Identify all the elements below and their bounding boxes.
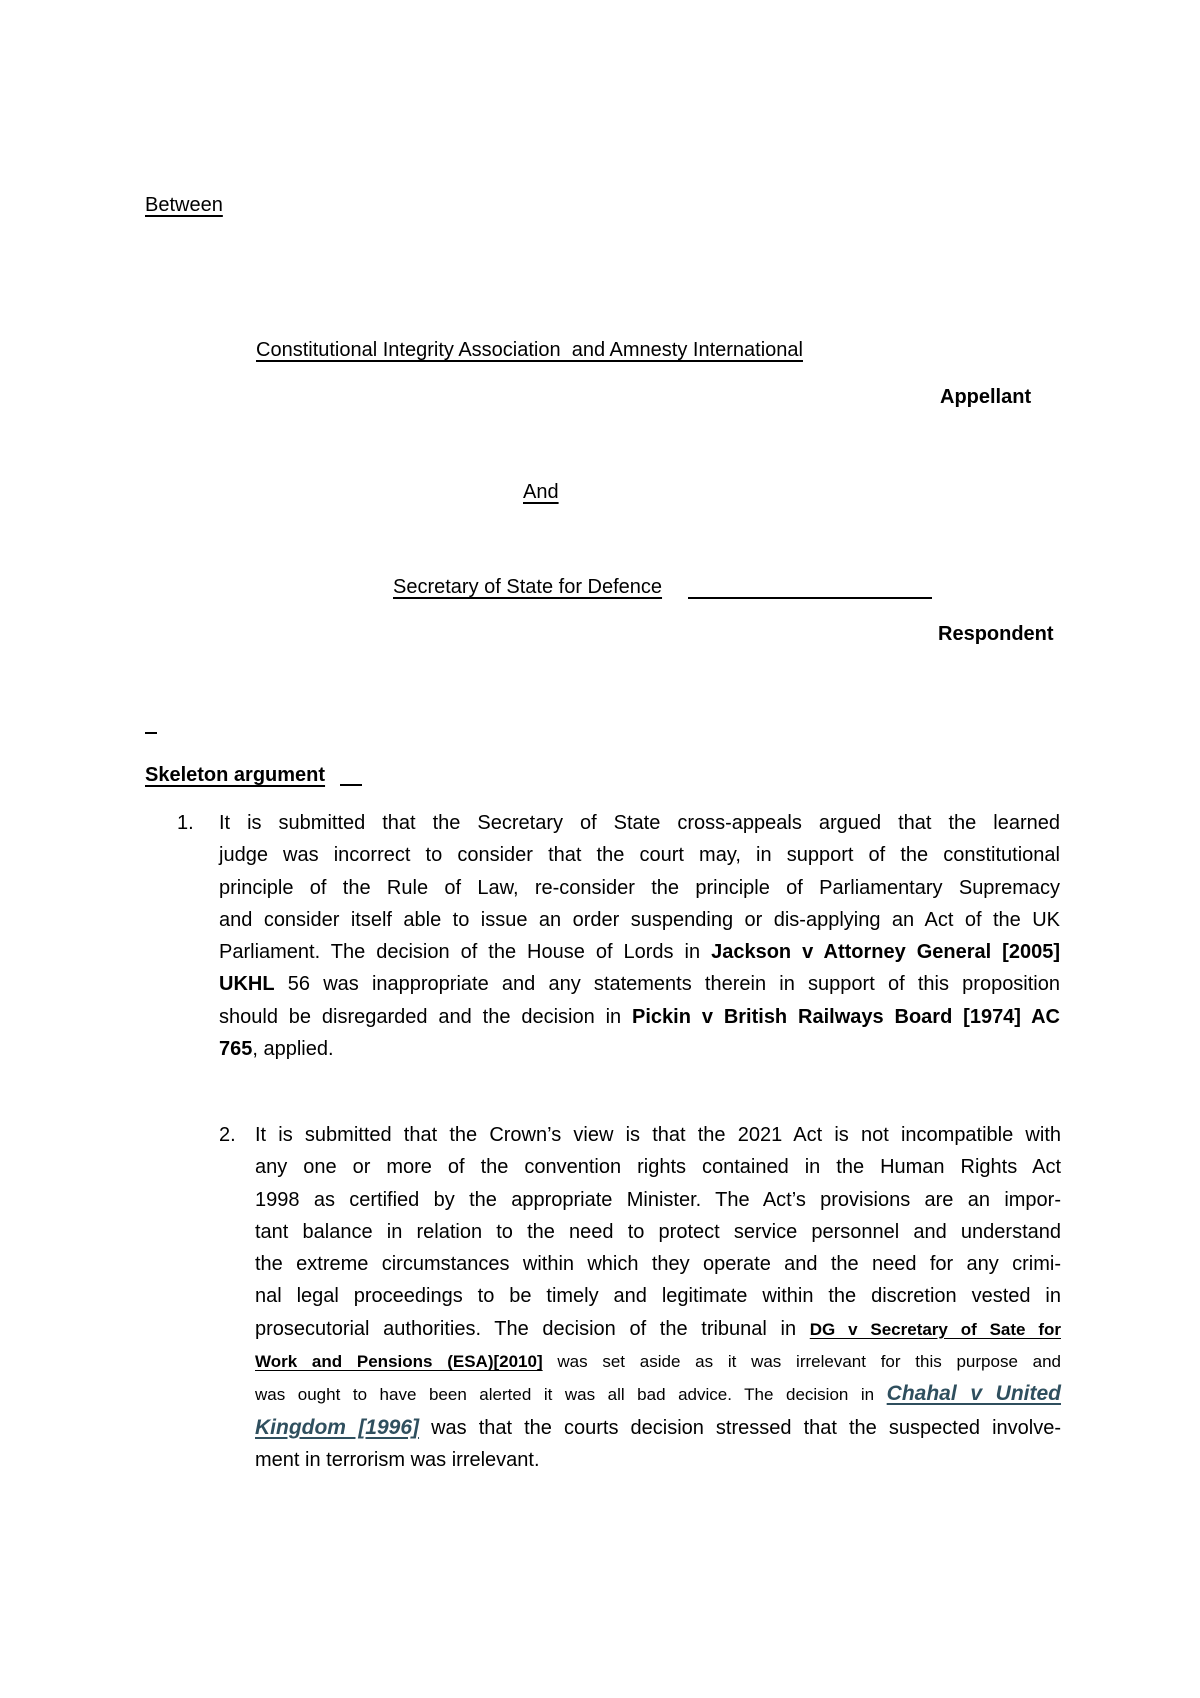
respondent-name: Secretary of State for Defence bbox=[393, 576, 663, 598]
paragraph-1-line: principle of the Rule of Law, re-consider the principle of Parliamentary Supremacy bbox=[219, 876, 1060, 899]
between-heading: Between bbox=[145, 194, 223, 216]
paragraph-2-text: was set aside as it was irrelevant for this purpose and bbox=[542, 1352, 1061, 1372]
paragraph-1-line bbox=[219, 968, 1060, 1000]
paragraph-2-line: any one or more of the convention rights contained in the Human Rights Act bbox=[255, 1156, 1061, 1179]
respondent-label: Respondent bbox=[938, 623, 1054, 645]
and-separator: And bbox=[523, 481, 559, 503]
paragraph-2 bbox=[255, 1119, 1061, 1476]
case-citation-jackson: Jackson v Attorney General [2005] bbox=[711, 941, 1060, 964]
paragraph-2-line: It is submitted that the Crown’s view is that the 2021 Act is not incompatible with bbox=[255, 1124, 1061, 1146]
case-citation-dg-cont: Work and Pensions (ESA)[2010] bbox=[255, 1352, 543, 1372]
case-citation-dg: DG v Secretary of Sate for bbox=[809, 1319, 1061, 1339]
paragraph-2-line bbox=[255, 1378, 1061, 1411]
paragraph-2-line: ment in terrorism was irrelevant. bbox=[255, 1448, 540, 1471]
paragraph-1 bbox=[219, 807, 1060, 1065]
paragraph-1-line bbox=[219, 1001, 1060, 1033]
paragraph-1-number: 1. bbox=[177, 812, 194, 834]
paragraph-1-text: , applied. bbox=[252, 1038, 334, 1061]
paragraph-1-line: It is submitted that the Secretary of State cross-appeals argued that the learned bbox=[219, 812, 1060, 834]
paragraph-1-line: and consider itself able to issue an order suspending or dis-applying an Act of the UK bbox=[219, 908, 1060, 931]
case-citation-chahal-cont: Kingdom [1996] bbox=[255, 1415, 420, 1439]
case-citation-chahal: Chahal v United bbox=[886, 1382, 1061, 1406]
paragraph-1-line bbox=[219, 1033, 1060, 1065]
paragraph-2-line: nal legal proceedings to be timely and legitimate within the discretion vested in bbox=[255, 1285, 1061, 1308]
paragraph-2-line bbox=[255, 1313, 1061, 1346]
paragraph-2-text: was ought to have been alerted it was all bad advice. The decision in bbox=[255, 1385, 887, 1405]
paragraph-2-line bbox=[255, 1412, 1061, 1444]
paragraph-1-line bbox=[219, 936, 1060, 968]
title-underline-tail bbox=[340, 784, 362, 786]
paragraph-2-text: prosecutorial authorities. The decision of the tribunal in bbox=[255, 1317, 810, 1340]
case-citation-pickin: Pickin v British Railways Board [1974] AC bbox=[632, 1005, 1060, 1028]
dash-mark bbox=[145, 732, 157, 734]
paragraph-2-line: 1998 as certified by the appropriate Minister. The Act’s provisions are an impor- bbox=[255, 1188, 1061, 1211]
paragraph-1-text: Parliament. The decision of the House of Lords in bbox=[219, 941, 712, 964]
paragraph-2-line: the extreme circumstances within which they operate and the need for any crimi- bbox=[255, 1253, 1061, 1276]
case-citation-pickin-cont: 765 bbox=[219, 1038, 253, 1061]
case-citation-jackson-cont: UKHL bbox=[219, 973, 275, 996]
paragraph-2-line: tant balance in relation to the need to protect service personnel and understand bbox=[255, 1220, 1061, 1243]
respondent-name-rule bbox=[688, 597, 932, 599]
paragraph-2-number: 2. bbox=[219, 1124, 236, 1146]
skeleton-argument-title: Skeleton argument bbox=[145, 764, 326, 786]
appellant-label: Appellant bbox=[940, 386, 1032, 408]
paragraph-1-text: 56 was inappropriate and any statements therein in support of this proposition bbox=[274, 973, 1060, 996]
paragraph-2-text: was that the courts decision stressed that the suspected involve- bbox=[419, 1416, 1061, 1439]
paragraph-2-line bbox=[255, 1346, 1061, 1378]
appellant-name: Constitutional Integrity Association and Amnesty International bbox=[256, 339, 803, 361]
paragraph-1-text: should be disregarded and the decision in bbox=[219, 1005, 633, 1028]
paragraph-1-line: judge was incorrect to consider that the court may, in support of the constitutional bbox=[219, 844, 1060, 867]
